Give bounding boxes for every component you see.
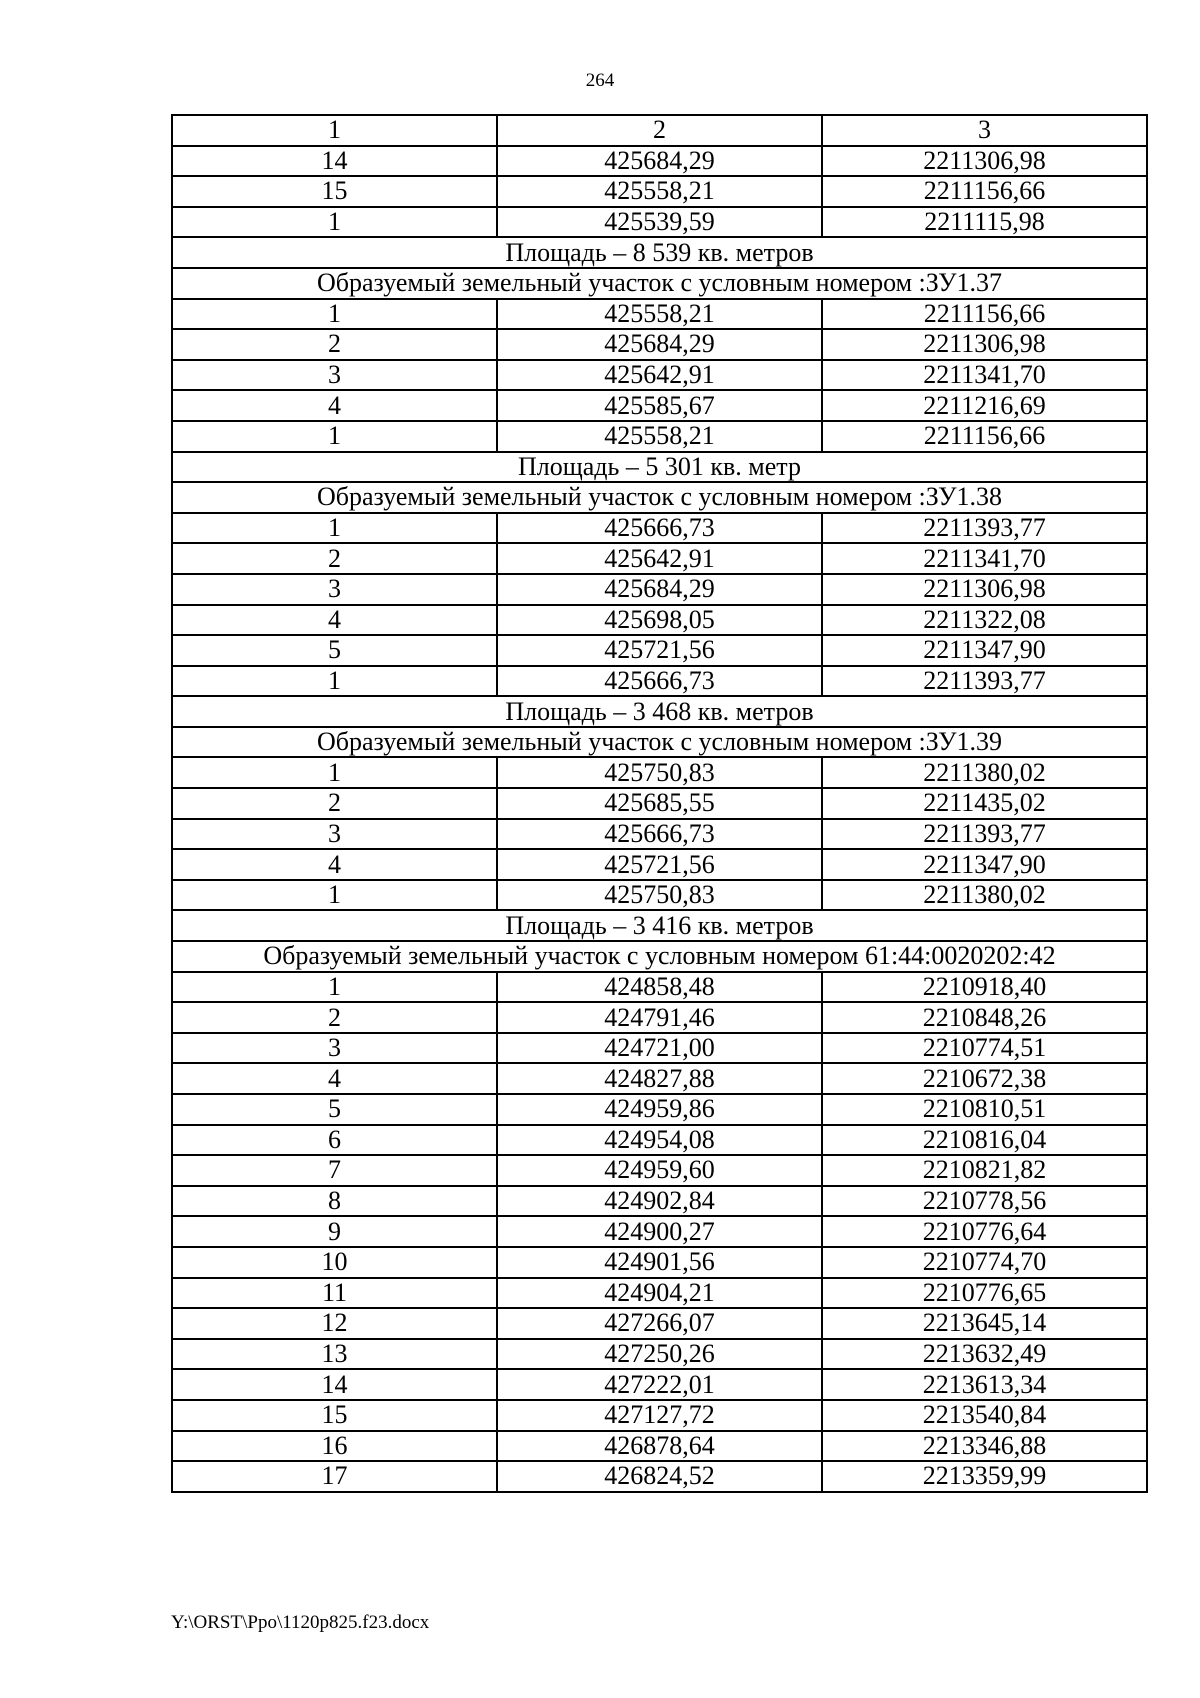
- table-row: [172, 605, 1147, 636]
- point-number-cell: 12: [172, 1308, 497, 1339]
- y-coordinate-cell: 2211435,02: [822, 788, 1147, 819]
- x-coordinate-cell: 425666,73: [497, 666, 822, 697]
- parcel-title-row: [172, 268, 1147, 299]
- y-coordinate-cell: 2211156,66: [822, 421, 1147, 452]
- x-coordinate-cell: 425642,91: [497, 360, 822, 391]
- footer-file-path: Y:\ORST\Ppo\1120p825.f23.docx: [171, 1612, 430, 1633]
- y-coordinate-cell: 2210774,70: [822, 1247, 1147, 1278]
- x-coordinate-cell: 424904,21: [497, 1278, 822, 1309]
- y-coordinate-cell: 2210776,65: [822, 1278, 1147, 1309]
- parcel-title-text: Образуемый земельный участок с условным номером :ЗУ1.37: [172, 268, 1147, 299]
- x-coordinate-cell: 424901,56: [497, 1247, 822, 1278]
- point-number-cell: 2: [172, 788, 497, 819]
- parcel-title-row: [172, 482, 1147, 513]
- table-row: [172, 635, 1147, 666]
- parcel-title-text: Образуемый земельный участок с условным номером :ЗУ1.38: [172, 482, 1147, 513]
- y-coordinate-cell: 2211156,66: [822, 176, 1147, 207]
- table-row: [172, 1400, 1147, 1431]
- table-row: [172, 329, 1147, 360]
- point-number-cell: 16: [172, 1431, 497, 1462]
- table-row: [172, 972, 1147, 1003]
- point-number-cell: 3: [172, 819, 497, 850]
- table-row: [172, 207, 1147, 238]
- x-coordinate-cell: 425642,91: [497, 543, 822, 574]
- y-coordinate-cell: 2213632,49: [822, 1339, 1147, 1370]
- x-coordinate-cell: 424721,00: [497, 1033, 822, 1064]
- x-coordinate-cell: 424902,84: [497, 1186, 822, 1217]
- point-number-cell: 9: [172, 1216, 497, 1247]
- table-row: [172, 666, 1147, 697]
- point-number-cell: 4: [172, 390, 497, 421]
- table-row: [172, 757, 1147, 788]
- point-number-cell: 2: [172, 1002, 497, 1033]
- parcel-title-row: [172, 941, 1147, 972]
- point-number-cell: 4: [172, 605, 497, 636]
- y-coordinate-cell: 2211306,98: [822, 146, 1147, 177]
- x-coordinate-cell: 425666,73: [497, 513, 822, 544]
- table-row: [172, 421, 1147, 452]
- point-number-cell: 2: [172, 329, 497, 360]
- point-number-cell: 5: [172, 1094, 497, 1125]
- point-number-cell: 1: [172, 207, 497, 238]
- point-number-cell: 11: [172, 1278, 497, 1309]
- x-coordinate-cell: 427266,07: [497, 1308, 822, 1339]
- y-coordinate-cell: 2213645,14: [822, 1308, 1147, 1339]
- point-number-cell: 1: [172, 421, 497, 452]
- header-row: [172, 115, 1147, 146]
- y-coordinate-cell: 2211306,98: [822, 329, 1147, 360]
- y-coordinate-cell: 2211306,98: [822, 574, 1147, 605]
- x-coordinate-cell: 424791,46: [497, 1002, 822, 1033]
- x-coordinate-cell: 425558,21: [497, 176, 822, 207]
- column-header-2: 2: [497, 115, 822, 146]
- x-coordinate-cell: 427127,72: [497, 1400, 822, 1431]
- point-number-cell: 14: [172, 146, 497, 177]
- table-row: [172, 1063, 1147, 1094]
- table-row: [172, 1002, 1147, 1033]
- point-number-cell: 10: [172, 1247, 497, 1278]
- parcel-title-row: [172, 727, 1147, 758]
- table-row: [172, 849, 1147, 880]
- column-header-3: 3: [822, 115, 1147, 146]
- x-coordinate-cell: 425721,56: [497, 635, 822, 666]
- y-coordinate-cell: 2211322,08: [822, 605, 1147, 636]
- y-coordinate-cell: 2210776,64: [822, 1216, 1147, 1247]
- point-number-cell: 5: [172, 635, 497, 666]
- point-number-cell: 6: [172, 1125, 497, 1156]
- area-row: [172, 452, 1147, 483]
- y-coordinate-cell: 2211380,02: [822, 757, 1147, 788]
- y-coordinate-cell: 2213359,99: [822, 1461, 1147, 1492]
- table-row: [172, 360, 1147, 391]
- x-coordinate-cell: 425666,73: [497, 819, 822, 850]
- y-coordinate-cell: 2210918,40: [822, 972, 1147, 1003]
- area-text: Площадь – 3 468 кв. метров: [172, 696, 1147, 727]
- coordinates-table-body: [172, 115, 1147, 1492]
- y-coordinate-cell: 2210774,51: [822, 1033, 1147, 1064]
- y-coordinate-cell: 2211347,90: [822, 635, 1147, 666]
- x-coordinate-cell: 425698,05: [497, 605, 822, 636]
- y-coordinate-cell: 2210848,26: [822, 1002, 1147, 1033]
- x-coordinate-cell: 425585,67: [497, 390, 822, 421]
- y-coordinate-cell: 2210810,51: [822, 1094, 1147, 1125]
- y-coordinate-cell: 2211393,77: [822, 513, 1147, 544]
- y-coordinate-cell: 2211115,98: [822, 207, 1147, 238]
- coordinates-table: [171, 114, 1148, 1493]
- x-coordinate-cell: 425685,55: [497, 788, 822, 819]
- area-text: Площадь – 5 301 кв. метр: [172, 452, 1147, 483]
- x-coordinate-cell: 427250,26: [497, 1339, 822, 1370]
- table-row: [172, 390, 1147, 421]
- parcel-title-text: Образуемый земельный участок с условным номером :ЗУ1.39: [172, 727, 1147, 758]
- y-coordinate-cell: 2210821,82: [822, 1155, 1147, 1186]
- y-coordinate-cell: 2213540,84: [822, 1400, 1147, 1431]
- y-coordinate-cell: 2211216,69: [822, 390, 1147, 421]
- x-coordinate-cell: 424954,08: [497, 1125, 822, 1156]
- point-number-cell: 3: [172, 574, 497, 605]
- area-row: [172, 237, 1147, 268]
- table-row: [172, 574, 1147, 605]
- y-coordinate-cell: 2210816,04: [822, 1125, 1147, 1156]
- x-coordinate-cell: 424827,88: [497, 1063, 822, 1094]
- x-coordinate-cell: 424959,60: [497, 1155, 822, 1186]
- table-row: [172, 176, 1147, 207]
- table-row: [172, 543, 1147, 574]
- table-row: [172, 299, 1147, 330]
- page-number: 264: [585, 70, 615, 91]
- x-coordinate-cell: 426878,64: [497, 1431, 822, 1462]
- parcel-title-text: Образуемый земельный участок с условным номером 61:44:0020202:42: [172, 941, 1147, 972]
- area-text: Площадь – 8 539 кв. метров: [172, 237, 1147, 268]
- table-row: [172, 1431, 1147, 1462]
- table-row: [172, 513, 1147, 544]
- x-coordinate-cell: 425750,83: [497, 757, 822, 788]
- point-number-cell: 1: [172, 513, 497, 544]
- point-number-cell: 13: [172, 1339, 497, 1370]
- y-coordinate-cell: 2210672,38: [822, 1063, 1147, 1094]
- area-row: [172, 910, 1147, 941]
- point-number-cell: 8: [172, 1186, 497, 1217]
- x-coordinate-cell: 425721,56: [497, 849, 822, 880]
- y-coordinate-cell: 2213346,88: [822, 1431, 1147, 1462]
- point-number-cell: 15: [172, 176, 497, 207]
- x-coordinate-cell: 425684,29: [497, 146, 822, 177]
- point-number-cell: 4: [172, 849, 497, 880]
- table-row: [172, 1308, 1147, 1339]
- table-row: [172, 1461, 1147, 1492]
- area-row: [172, 696, 1147, 727]
- table-row: [172, 819, 1147, 850]
- point-number-cell: 1: [172, 757, 497, 788]
- area-text: Площадь – 3 416 кв. метров: [172, 910, 1147, 941]
- table-row: [172, 880, 1147, 911]
- y-coordinate-cell: 2211393,77: [822, 819, 1147, 850]
- y-coordinate-cell: 2211341,70: [822, 360, 1147, 391]
- x-coordinate-cell: 427222,01: [497, 1369, 822, 1400]
- point-number-cell: 2: [172, 543, 497, 574]
- table-row: [172, 1033, 1147, 1064]
- y-coordinate-cell: 2213613,34: [822, 1369, 1147, 1400]
- x-coordinate-cell: 425558,21: [497, 421, 822, 452]
- x-coordinate-cell: 425539,59: [497, 207, 822, 238]
- point-number-cell: 1: [172, 972, 497, 1003]
- table-row: [172, 1216, 1147, 1247]
- table-row: [172, 1155, 1147, 1186]
- point-number-cell: 15: [172, 1400, 497, 1431]
- y-coordinate-cell: 2211341,70: [822, 543, 1147, 574]
- table-row: [172, 1125, 1147, 1156]
- y-coordinate-cell: 2211393,77: [822, 666, 1147, 697]
- x-coordinate-cell: 426824,52: [497, 1461, 822, 1492]
- point-number-cell: 1: [172, 666, 497, 697]
- x-coordinate-cell: 424858,48: [497, 972, 822, 1003]
- y-coordinate-cell: 2210778,56: [822, 1186, 1147, 1217]
- table-row: [172, 1278, 1147, 1309]
- point-number-cell: 1: [172, 880, 497, 911]
- y-coordinate-cell: 2211347,90: [822, 849, 1147, 880]
- point-number-cell: 7: [172, 1155, 497, 1186]
- x-coordinate-cell: 424959,86: [497, 1094, 822, 1125]
- point-number-cell: 3: [172, 1033, 497, 1064]
- point-number-cell: 4: [172, 1063, 497, 1094]
- table-row: [172, 1094, 1147, 1125]
- x-coordinate-cell: 424900,27: [497, 1216, 822, 1247]
- column-header-1: 1: [172, 115, 497, 146]
- table-row: [172, 1186, 1147, 1217]
- point-number-cell: 14: [172, 1369, 497, 1400]
- table-row: [172, 788, 1147, 819]
- table-row: [172, 1339, 1147, 1370]
- y-coordinate-cell: 2211156,66: [822, 299, 1147, 330]
- point-number-cell: 1: [172, 299, 497, 330]
- table-row: [172, 1369, 1147, 1400]
- x-coordinate-cell: 425684,29: [497, 329, 822, 360]
- point-number-cell: 3: [172, 360, 497, 391]
- x-coordinate-cell: 425750,83: [497, 880, 822, 911]
- x-coordinate-cell: 425684,29: [497, 574, 822, 605]
- x-coordinate-cell: 425558,21: [497, 299, 822, 330]
- point-number-cell: 17: [172, 1461, 497, 1492]
- table-row: [172, 146, 1147, 177]
- y-coordinate-cell: 2211380,02: [822, 880, 1147, 911]
- table-row: [172, 1247, 1147, 1278]
